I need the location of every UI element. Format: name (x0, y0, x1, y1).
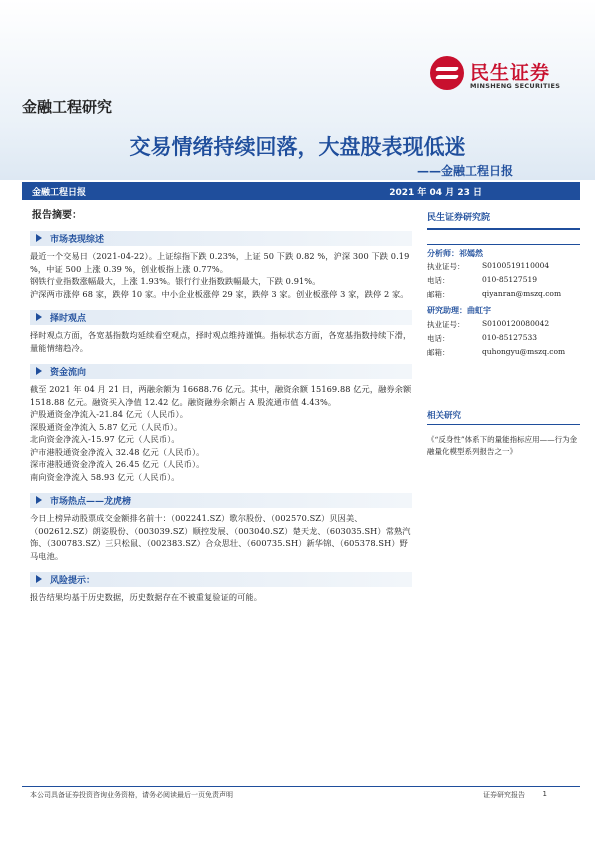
analyst-name: 分析师：祁嫣然 (427, 249, 483, 258)
paragraph: 今日上榜异动股票成交金额排名前十：（002241.SZ）歌尔股份、（002570.SZ）贝因美、（002612.SZ）朗姿股份、（003039.SZ）顺控发展、（003040.SZ）楚天龙、（603035.SH）常熟汽饰、（300783.SZ）三只松鼠、（002383.SZ）合众思壮、（600735.SH）新华锦、（605378.SH）野马电池。 (30, 513, 411, 561)
logo-english-name: MINSHENG SECURITIES (470, 82, 561, 90)
info-key: 电话： (427, 276, 450, 285)
section-heading-label: 风险提示： (50, 576, 96, 586)
info-value: S0100519110004 (482, 261, 550, 270)
section-heading (30, 572, 412, 587)
analyst-heading (427, 244, 580, 259)
info-key: 电话： (427, 334, 450, 343)
section-heading-label: 资金流向 (50, 368, 87, 378)
section-timing-view (30, 310, 412, 354)
analyst-license-row (427, 259, 580, 273)
minsheng-logo-icon (430, 56, 464, 90)
paragraph: 沪股通资金净流入-21.84 亿元（人民币）。 (30, 409, 189, 419)
report-info-bar (22, 182, 580, 200)
divider (427, 228, 580, 230)
section-heading (30, 493, 412, 508)
section-body (30, 329, 412, 354)
section-body (30, 250, 412, 300)
assistant-name: 研究助理：曲虹宇 (427, 306, 491, 315)
triangle-bullet-icon (36, 496, 42, 504)
company-logo (430, 56, 580, 96)
paragraph: 最近一个交易日（2021-04-22）。上证综指下跌 0.23%，上证 50 下跌 0.82 %，沪深 300 下跌 0.19 %，中证 500 上涨 0.39 %，创业板指上涨 0.77%。 (30, 251, 410, 274)
section-capital-flow (30, 364, 412, 483)
related-research-title: 相关研究 (427, 409, 580, 425)
assistant-phone-row (427, 331, 580, 345)
analyst-phone-row (427, 273, 580, 287)
paragraph: 沪市港股通资金净流入 32.48 亿元（人民币）。 (30, 446, 205, 457)
department-label: 金融工程研究 (22, 98, 113, 116)
triangle-bullet-icon (36, 367, 42, 375)
report-subtitle: ——金融工程日报 (416, 164, 513, 178)
info-key: 邮箱： (427, 348, 450, 357)
info-key: 执业证号： (427, 320, 465, 329)
related-research-link[interactable]: 《“反身性”体系下的量能指标应用——行为金融量化模型系列报告之一》 (427, 435, 578, 456)
institute-name: 民生证券研究院 (427, 213, 491, 223)
section-body (30, 383, 412, 483)
email-link[interactable]: qiyanran@mszq.com (482, 289, 562, 298)
section-heading (30, 364, 412, 379)
info-value: S0100120080042 (482, 319, 550, 328)
paragraph: 报告结果均基于历史数据，历史数据存在不被重复验证的可能。 (30, 592, 263, 602)
footer-divider (22, 786, 580, 787)
section-body (30, 591, 412, 604)
paragraph: 北向资金净流入-15.97 亿元（人民币）。 (30, 434, 180, 444)
paragraph: 南向资金净流入 58.93 亿元（人民币）。 (30, 471, 180, 482)
triangle-bullet-icon (36, 313, 42, 321)
section-risk (30, 572, 412, 604)
paragraph: 沪深两市涨停 68 家，跌停 10 家。中小企业板涨停 29 家，跌停 3 家。创业板涨停 3 家，跌停 2 家。 (30, 288, 409, 299)
assistant-email-row (427, 345, 580, 359)
info-value: 010-85127533 (482, 333, 538, 342)
section-heading (30, 310, 412, 325)
page-number: 1 (542, 790, 547, 798)
paragraph: 深股通资金净流入 5.87 亿元（人民币）。 (30, 421, 183, 432)
email-link[interactable]: quhongyu@mszq.com (482, 347, 566, 356)
summary-title: 报告摘要： (32, 210, 82, 221)
report-title: 交易情绪持续回落，大盘股表现低迷 (129, 135, 466, 159)
triangle-bullet-icon (36, 575, 42, 583)
footer-label: 证券研究报告 (483, 791, 525, 799)
section-hot-spots (30, 493, 412, 562)
section-heading-label: 择时观点 (50, 314, 87, 324)
info-key: 执业证号： (427, 262, 465, 271)
triangle-bullet-icon (36, 234, 42, 242)
logo-chinese-name: 民生证券 (470, 62, 551, 84)
footer-disclaimer: 本公司具备证券投资咨询业务资格，请务必阅读最后一页免责声明 (30, 791, 233, 799)
section-body (30, 512, 412, 562)
paragraph: 择时观点方面，各宽基指数均延续看空观点，择时观点维持谨慎。指标状态方面，各宽基指数持续下滑，量能情绪趋冷。 (30, 330, 412, 353)
section-heading (30, 231, 412, 246)
info-value: 010-85127519 (482, 275, 538, 284)
report-date: 2021 年 04 月 23 日 (389, 188, 482, 198)
paragraph: 深市港股通资金净流入 26.45 亿元（人民币）。 (30, 459, 205, 469)
analyst-email-row (427, 287, 580, 301)
paragraph: 钢铁行业指数涨幅最大，上涨 1.93%。银行行业指数跌幅最大，下跌 0.91%。 (30, 276, 321, 286)
section-heading-label: 市场热点——龙虎榜 (50, 497, 132, 507)
info-key: 邮箱： (427, 290, 450, 299)
sidebar-column (427, 210, 580, 458)
assistant-heading (427, 303, 580, 317)
main-column (30, 206, 412, 604)
report-type-label: 金融工程日报 (32, 188, 87, 198)
paragraph: 截至 2021 年 04 月 21 日，两融余额为 16688.76 亿元。其中，融资余额 15169.88 亿元，融券余额 1518.88 亿元。融资买入净值 12.42 亿。融资融券余额占 A 股流通市值 4.43%。 (30, 384, 412, 407)
section-heading-label: 市场表现综述 (50, 235, 105, 245)
assistant-license-row (427, 317, 580, 331)
section-market-overview (30, 231, 412, 300)
